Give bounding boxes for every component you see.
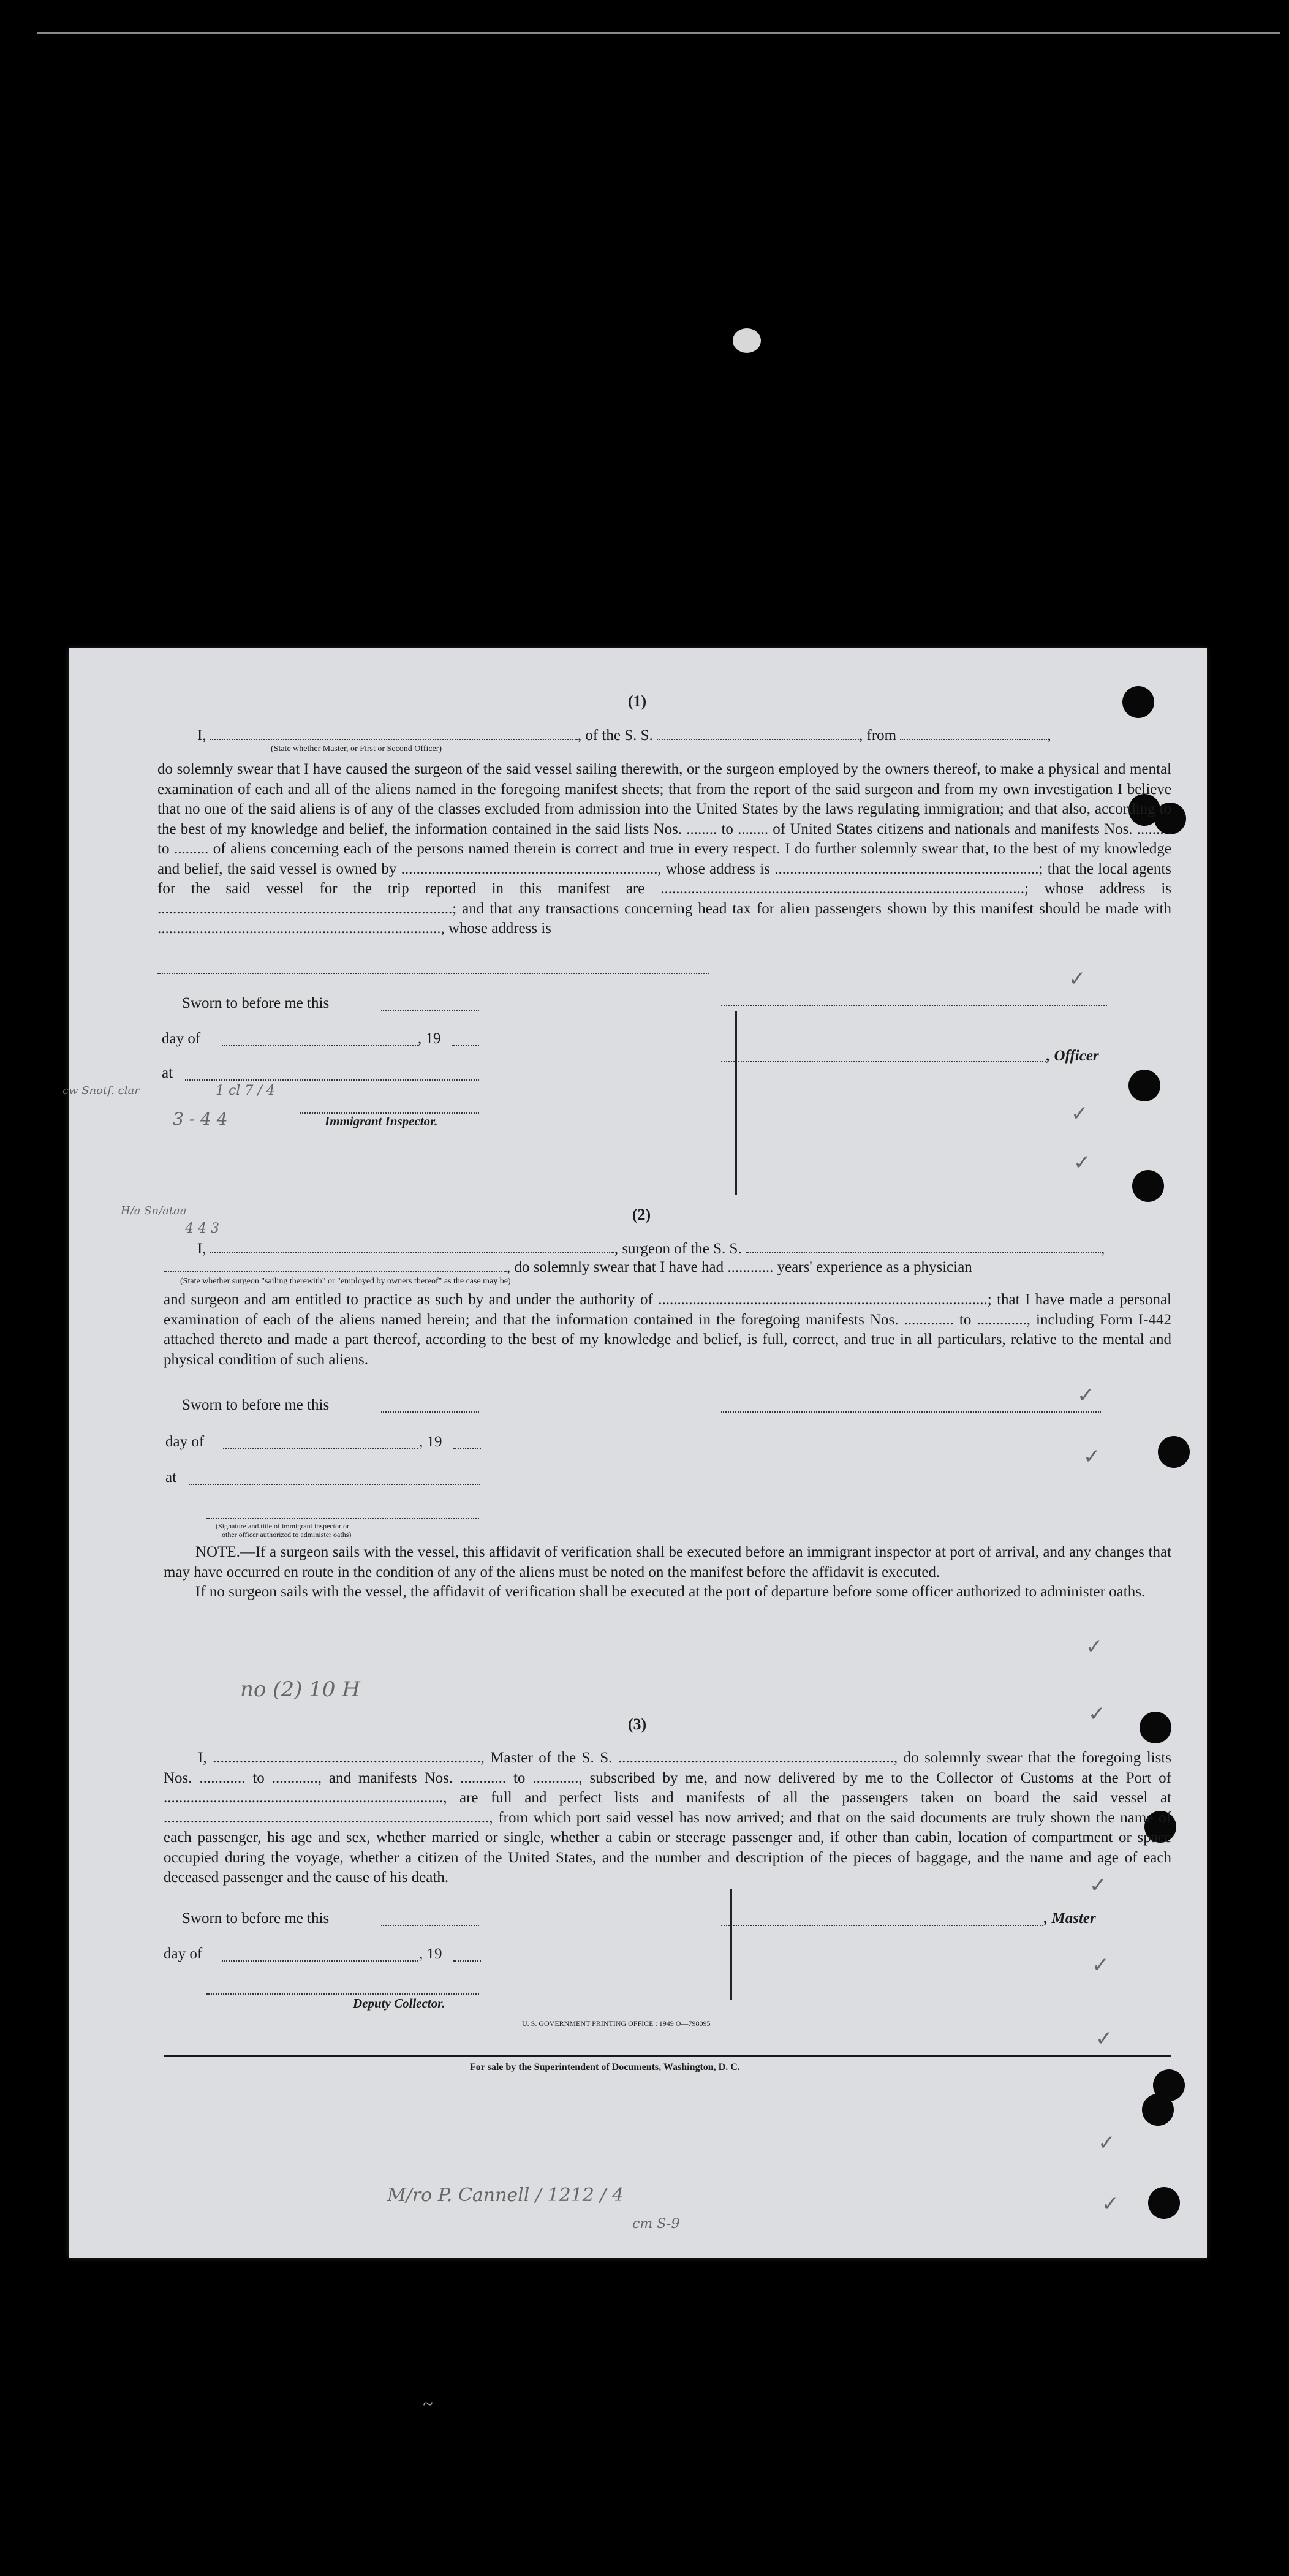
day-of-label-3: day of (164, 1946, 203, 1962)
master-signature-blank (721, 1925, 1043, 1926)
surgeon-name-line: I, , surgeon of the S. S. , (197, 1241, 1105, 1257)
section-2-oath-paragraph: and surgeon and am entitled to practice as such by and under the authority of ......................................................................................; that I have made a personal examination of each of the aliens named herein; and that the information contained in the foregoing manifests Nos. ............. to ............., including Form I-442 attached thereto and made a part thereof, according to the best of my knowledge and belief, is full, correct, and true in all particulars, relative to the mental and physical condition of such aliens. (164, 1291, 1171, 1368)
surgeon-experience-line: , do solemnly swear that I have had ............ years' experience as a physician (164, 1258, 972, 1276)
signature-caption-1: (Signature and title of immigrant inspector or (216, 1522, 349, 1530)
sworn-blank-3 (381, 1925, 479, 1926)
check-mark: ✓ (1071, 1101, 1089, 1126)
section-1-oath-paragraph: do solemnly swear that I have caused the surgeon of the said vessel sailing therewith, or the surgeon employed by the owners thereof, to make a physical and mental examination of each and all of the aliens named in the foregoing manifest sheets; that from the report of the said surgeon and from my own investigation I believe that no one of the said aliens is of any of the classes excluded from admission into the United States by the laws regulating immigration; and that also, according to the best of my knowledge and belief, the information contained in the said lists Nos. ........ to ........ of United States citizens and nationals and manifests Nos. ......... to ......... of aliens concerning each of the persons named therein is correct and true in every respect. I do further solemnly swear that, to the best of my knowledge and belief, the said vessel is owned by ..................................................................., whose address is .....................................................................; that the local agents for the said vessel for the trip reported in this manifest are ...............................................................................................; whose address is .............................................................................; and that any transactions concerning head tax for alien passengers shown by this manifest should be made with .........................................................................., whose address is (157, 761, 1171, 937)
check-mark: ✓ (1092, 1953, 1109, 1977)
sworn-label-3: Sworn to before me this (182, 1910, 330, 1927)
section-2-number: (2) (632, 1206, 651, 1223)
year-blank-2 (453, 1448, 481, 1449)
punch-hole (1140, 1712, 1171, 1743)
pencil-stroke-2 (730, 1889, 732, 2000)
section-1-number: (1) (627, 692, 647, 710)
immigrant-inspector-label: Immigrant Inspector. (325, 1114, 438, 1128)
officer-signature-blank-3 (206, 1518, 479, 1519)
section-1-opening-line: I, , of the S. S. , from , (197, 727, 1051, 744)
officer-signature-blank-1 (721, 1005, 1107, 1006)
check-mark: ✓ (1077, 1383, 1095, 1408)
year-label-3: , 19 (419, 1946, 442, 1962)
officer-rank-caption: (State whether Master, or First or Second Officer) (271, 744, 442, 754)
section-3-number: (3) (627, 1715, 647, 1733)
pencil-annotation: no (2) 10 H (240, 1677, 360, 1702)
master-label: , Master (1044, 1910, 1096, 1927)
sworn-blank (381, 1010, 479, 1011)
at-blank (185, 1079, 479, 1081)
deputy-collector-label: Deputy Collector. (353, 1996, 445, 2011)
officer-signature-blank-2 (721, 1061, 1046, 1062)
day-of-label: day of (162, 1030, 201, 1047)
pencil-annotation: cw Snotf. clar (62, 1084, 140, 1097)
collector-signature-blank (206, 1993, 479, 1995)
surgeon-signature-blank (721, 1411, 1101, 1413)
officer-label: , Officer (1046, 1048, 1099, 1064)
sworn-blank-2 (381, 1411, 479, 1413)
signature-caption-2: other officer authorized to administer oaths) (222, 1530, 352, 1539)
footer-rule (164, 2055, 1171, 2057)
check-mark: ✓ (1086, 1634, 1103, 1659)
pencil-annotation: 4 4 3 (185, 1221, 219, 1236)
surgeon-type-caption: (State whether surgeon "sailing therewith" or "employed by owners thereof" as the case may be) (180, 1277, 511, 1286)
punch-hole (1148, 2187, 1180, 2219)
note-paragraph: NOTE.—If a surgeon sails with the vessel, this affidavit of verification shall be executed before an immigrant inspector at port of arrival, and any changes that may have occurred en route in the condition of any of the aliens must be noted on the manifest before the affidavit is executed. If no surgeon sails with the vessel, the affidavit of verification shall be executed at the port of departure before some officer authorized to administer oaths. (164, 1544, 1171, 1600)
check-mark: ✓ (1095, 2026, 1113, 2051)
check-mark: ✓ (1068, 967, 1086, 991)
at-label: at (162, 1065, 173, 1081)
check-mark: ✓ (1083, 1445, 1101, 1469)
punch-hole (1122, 686, 1154, 718)
punch-hole (1128, 1070, 1160, 1101)
pencil-annotation: 1 cl 7 / 4 (216, 1083, 275, 1098)
top-border-line (37, 32, 1280, 34)
year-blank-3 (453, 1960, 481, 1962)
pencil-annotation: cm S-9 (632, 2216, 680, 2232)
check-mark: ✓ (1088, 1702, 1106, 1726)
check-mark: ✓ (1089, 1873, 1107, 1898)
day-blank-2 (223, 1448, 418, 1449)
day-blank (222, 1045, 418, 1046)
manifest-back-page (62, 648, 1207, 2258)
film-speck: ~ (423, 2394, 433, 2414)
year-label: , 19 (418, 1030, 441, 1047)
year-blank (452, 1045, 479, 1046)
for-sale-notice: For sale by the Superintendent of Documents, Washington, D. C. (470, 2062, 740, 2072)
sworn-label-2: Sworn to before me this (182, 1397, 330, 1413)
pencil-annotation: M/ro P. Cannell / 1212 / 4 (387, 2185, 624, 2206)
film-blemish (733, 328, 761, 353)
check-mark: ✓ (1098, 2131, 1116, 2155)
punch-hole (1132, 1170, 1164, 1202)
gpo-imprint: U. S. GOVERNMENT PRINTING OFFICE : 1949 O—798095 (522, 2019, 711, 2028)
punch-hole (1142, 2094, 1174, 2126)
year-label-2: , 19 (419, 1433, 442, 1450)
at-blank-2 (189, 1484, 480, 1485)
punch-hole (1158, 1436, 1190, 1468)
at-label-2: at (165, 1469, 177, 1486)
section-1-final-blank (157, 973, 709, 974)
day-blank-3 (222, 1960, 418, 1962)
pencil-annotation: H/a Sn/ataa (121, 1204, 187, 1217)
pencil-annotation: 3 - 4 4 (173, 1109, 228, 1129)
section-3-oath-paragraph: I, ......................................................................, Master of the S. S. ........................................................................, do solemnly swear that the foregoing lists Nos. ............ to ............, and manifests Nos. ............ to ............, subscribed by me, and now delivered by me to the Collector of Customs at the Port of ........................................................................., are full and perfect lists and manifests of all the passengers taken on board the said vessel at ....................................................................................., from which port said vessel has now arrived; and that on the said documents are truly shown the name of each passenger, his age and sex, whether married or single, whether a cabin or steerage passenger and, if other than cabin, location of compartment or space occupied during the voyage, whether a citizen of the United States, and the number and description of the pieces of baggage, and the name and age of each deceased passenger and the cause of his death. (164, 1750, 1171, 1886)
check-mark: ✓ (1073, 1150, 1091, 1175)
sworn-label: Sworn to before me this (182, 995, 330, 1011)
pencil-stroke (735, 1011, 737, 1195)
check-mark: ✓ (1102, 2192, 1119, 2216)
day-of-label-2: day of (165, 1433, 205, 1450)
